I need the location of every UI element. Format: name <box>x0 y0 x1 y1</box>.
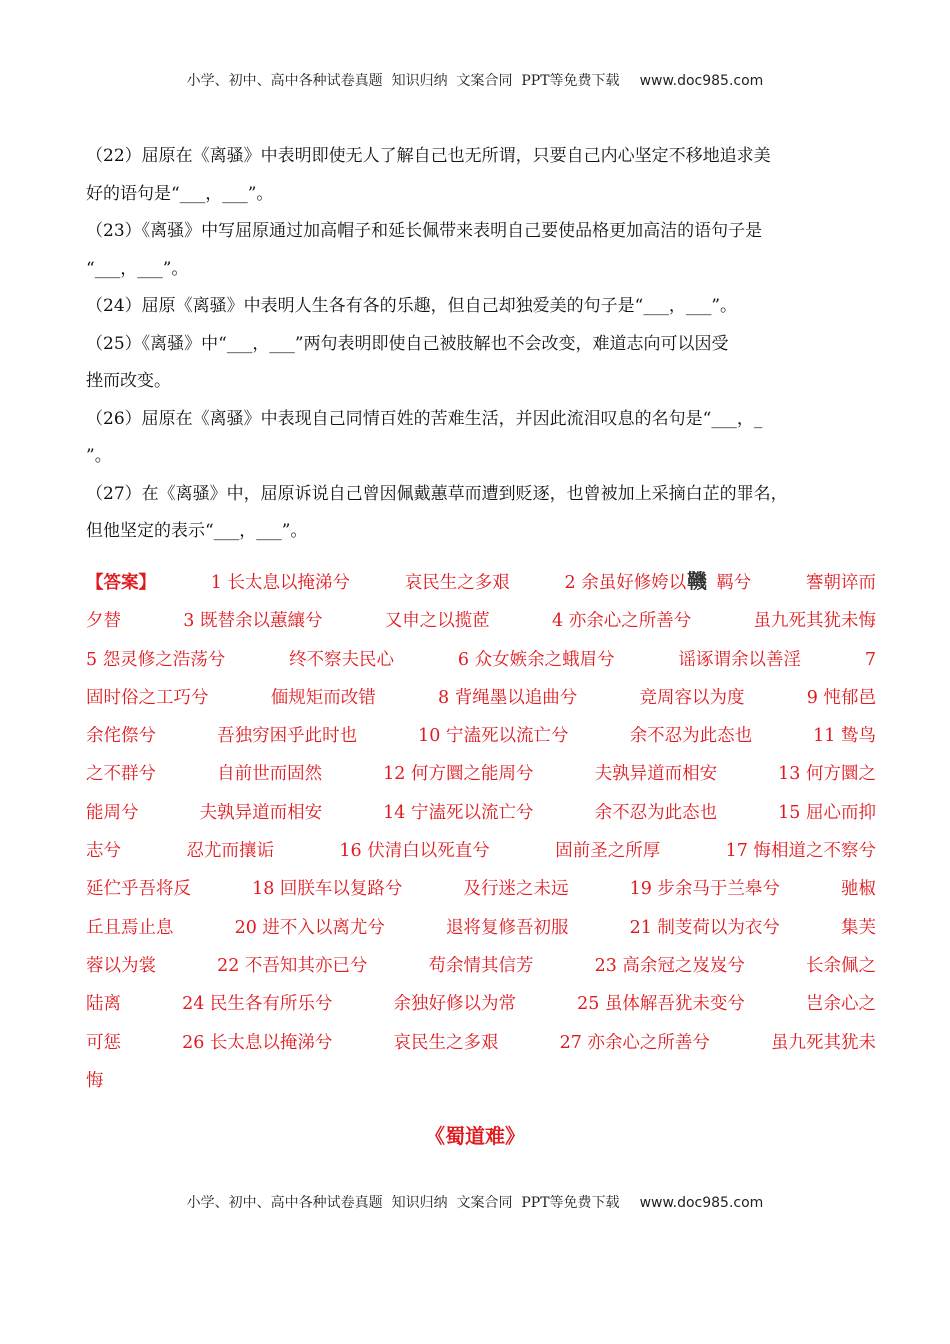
answer-line <box>86 641 876 679</box>
answer-phrase: 延伫乎吾将反 <box>86 879 191 900</box>
question-line: （24）屈原《离骚》中表明人生各有各的乐趣，但自己却独爱美的句子是“___，___”。 <box>86 296 738 316</box>
section-title: 《蜀道难》 <box>425 1124 525 1148</box>
page-footer <box>0 1192 950 1212</box>
answer-line <box>86 909 876 947</box>
answer-phrase: 余独好修以为常 <box>393 994 516 1015</box>
answer-phrase: 退将复修吾初服 <box>446 917 569 938</box>
answer-phrase: 长余佩之 <box>806 955 876 976</box>
answer-phrase: 13 何方圜之 <box>778 764 876 785</box>
answer-line <box>86 717 876 755</box>
question-line: （27）在《离骚》中，屈原诉说自己曾因佩戴蕙草而遭到贬逐，也曾被加上采摘白芷的罪名， <box>86 483 788 504</box>
answer-phrase: 11 鸷鸟 <box>813 726 876 747</box>
answer-phrase: 羁兮 <box>716 573 752 593</box>
question-line: （23）《离骚》中写屈原通过加高帽子和延长佩带来表明自己要使品格更加高洁的语句子是 <box>86 221 763 241</box>
answer-lines <box>86 602 876 1100</box>
answer-phrase: 8 背绳墨以追曲兮 <box>438 687 578 708</box>
answer-phrase: 27 亦余心之所善兮 <box>559 1032 710 1053</box>
answer-phrase: 陆离 <box>86 994 121 1015</box>
answer-phrase: 24 民生各有所乐兮 <box>182 994 333 1015</box>
answer-phrase: 固前圣之所厚 <box>555 841 661 862</box>
answer-phrase: 1 长太息以掩涕兮 <box>210 573 350 593</box>
question-line: （26）屈原在《离骚》中表现自己同情百姓的苦难生活，并因此流泪叹息的名句是“___，_ <box>86 408 763 429</box>
answer-phrase: 之不群兮 <box>86 764 156 785</box>
answer-phrase: 23 高余冠之岌岌兮 <box>594 955 745 976</box>
answer-phrase: 终不察夫民心 <box>289 649 395 670</box>
answer-phrase: 可惩 <box>86 1032 121 1053</box>
answer-label: 【答案】 <box>86 573 156 593</box>
answer-phrase: 岂余心之 <box>806 994 876 1015</box>
answer-phrase: 3 既替余以蕙纕兮 <box>183 611 323 632</box>
answer-phrase: 9 忳郁邑 <box>806 687 876 708</box>
answer-phrase: 虽九死其犹未 <box>771 1032 876 1053</box>
answer-phrase: 5 怨灵修之浩荡兮 <box>86 649 226 670</box>
answer-line <box>86 602 876 640</box>
answer-phrase: 2 余虽好修姱以 <box>564 573 687 593</box>
answer-phrase: 虽九死其犹未悔 <box>753 611 876 632</box>
answer-phrase: 偭规矩而改错 <box>270 687 376 708</box>
header-site: www.doc985.com <box>639 73 764 89</box>
answer-phrase: 自前世而固然 <box>217 764 323 785</box>
answer-phrase: 忍尤而攘诟 <box>186 841 274 862</box>
answer-line <box>86 794 876 832</box>
answer-line <box>86 947 876 985</box>
answer-phrase: 17 悔相道之不察兮 <box>725 841 876 862</box>
inline-glyph-text: 鞿 <box>687 569 708 591</box>
answer-phrase: 12 何方圜之能周兮 <box>383 764 534 785</box>
answer-block <box>86 564 876 1100</box>
answer-phrase: 夕替 <box>86 611 121 632</box>
answer-phrase: 余不忍为此态也 <box>594 802 718 823</box>
inline-glyph-image <box>686 567 716 589</box>
question-line: 挫而改变。 <box>86 371 171 391</box>
answer-phrase: 余侘傺兮 <box>86 726 156 747</box>
answer-phrase: 19 步余马于兰皋兮 <box>629 879 780 900</box>
answer-phrase: 竞周容以为度 <box>639 687 745 708</box>
answer-phrase: 10 宁溘死以流亡兮 <box>418 726 569 747</box>
answer-line <box>86 1062 876 1100</box>
answer-line <box>86 985 876 1023</box>
answer-phrase: 謇朝谇而 <box>805 573 876 593</box>
answer-line <box>86 832 876 870</box>
answer-phrase: 21 制芰荷以为衣兮 <box>629 917 780 938</box>
answer-phrase: 集芙 <box>841 917 876 938</box>
answer-phrase: 苟余情其信芳 <box>428 955 534 976</box>
answer-phrase: 能周兮 <box>86 802 139 823</box>
answer-line <box>86 755 876 793</box>
question-line: ”。 <box>86 446 112 466</box>
answer-line <box>86 679 876 717</box>
answer-phrase: 固时俗之工巧兮 <box>86 687 209 708</box>
page-header <box>0 70 950 90</box>
answer-phrase: 哀民生之多艰 <box>404 573 510 593</box>
answer-phrase: 谣诼谓余以善淫 <box>678 649 801 670</box>
answer-phrase: 哀民生之多艰 <box>393 1032 499 1053</box>
answer-phrase: 16 伏清白以死直兮 <box>339 841 490 862</box>
answer-phrase: 4 亦余心之所善兮 <box>552 611 692 632</box>
answer-phrase: 悔 <box>86 1070 104 1091</box>
answer-phrase: 吾独穷困乎此时也 <box>217 726 358 747</box>
question-line: 但他坚定的表示“___，___”。 <box>86 521 308 541</box>
answer-phrase: 夫孰异道而相安 <box>199 802 323 823</box>
header-text: 小学、初中、高中各种试卷真题 知识归纳 文案合同 PPT等免费下载 <box>186 73 620 89</box>
question-line: “___，___”。 <box>86 258 189 279</box>
question-line: （22）屈原在《离骚》中表明即使无人了解自己也无所谓，只要自己内心坚定不移地追求美 <box>86 146 771 166</box>
question-line: 好的语句是“___，___”。 <box>86 183 274 204</box>
answer-phrase: 余不忍为此态也 <box>629 726 753 747</box>
answer-phrase: 6 众女嫉余之蛾眉兮 <box>457 649 615 670</box>
answer-phrase: 15 屈心而抑 <box>778 802 876 823</box>
answer-phrase: 蓉以为裳 <box>86 955 156 976</box>
answer-phrase-with-glyph <box>565 564 752 602</box>
answer-phrase: 及行迷之未远 <box>463 879 569 900</box>
answer-line <box>86 1024 876 1062</box>
answer-line <box>86 564 876 602</box>
answer-phrase: 18 回朕车以复路兮 <box>252 879 403 900</box>
answer-line <box>86 870 876 908</box>
answer-phrase: 25 虽体解吾犹未变兮 <box>577 994 745 1015</box>
answer-phrase: 22 不吾知其亦已兮 <box>217 955 368 976</box>
answer-phrase: 驰椒 <box>841 879 876 900</box>
answer-phrase: 20 进不入以离尤兮 <box>234 917 385 938</box>
footer-text: 小学、初中、高中各种试卷真题 知识归纳 文案合同 PPT等免费下载 <box>186 1195 620 1211</box>
answer-phrase: 7 <box>864 649 876 670</box>
answer-phrase: 26 长太息以掩涕兮 <box>182 1032 333 1053</box>
question-line: （25）《离骚》中“___，___”两句表明即使自己被肢解也不会改变，难道志向可以因受 <box>86 333 729 354</box>
answer-phrase: 14 宁溘死以流亡兮 <box>383 802 534 823</box>
footer-site: www.doc985.com <box>639 1195 764 1211</box>
answer-phrase: 又申之以揽茝 <box>384 611 490 632</box>
answer-phrase: 丘且焉止息 <box>86 917 174 938</box>
answer-phrase: 志兮 <box>86 841 121 862</box>
answer-phrase: 夫孰异道而相安 <box>594 764 718 785</box>
question-block <box>86 138 866 551</box>
